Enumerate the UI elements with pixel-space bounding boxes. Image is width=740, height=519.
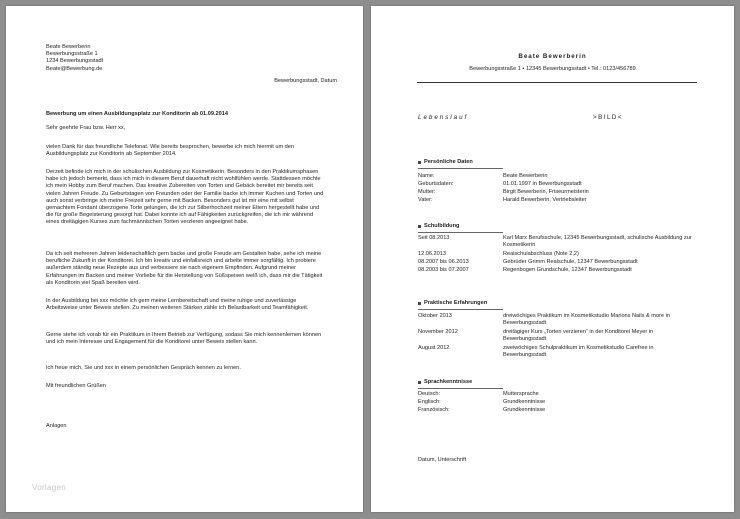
closing: Mit freundlichen Grüßen — [46, 383, 107, 389]
section-heading-personal — [418, 159, 473, 166]
row-key: Französisch: — [418, 407, 450, 413]
sender-email: Beate@Bewerbung.de — [46, 65, 103, 72]
paragraph: In der Ausbildung bei xxx möchte ich gern meine Lernbereitschaft und meine ruhige und zuverlässige Arbeitsweise unter Beweis stellen. Zu meinen weiteren Stärken zähle ich Belastbarkeit und Teamfähigkeit. — [46, 298, 309, 312]
row-value: 01.01.1997 in Bewerbungsstadt — [503, 181, 582, 187]
row-value: Realschulabschluss (Note 2,2) — [503, 251, 579, 257]
row-key: Oktober 2013 — [418, 313, 452, 319]
paragraph: Derzeit befinde ich mich in der schulischen Ausbildung zur Kosmetikerin. Besonders in den Praktikumsphasen habe ich jedoch bemerkt, dass ich mich in diesem Beruf dauerhaft nicht wohlfühlen werde. Stattdessen möchte ich mein Hobby zum Beruf machen. Das kreative Zubereiten von Torten und Gebäck bereitet mir bereits seit vielen Jahren Freude. Zu Geburtstagen von Freunden oder der Familie backe ich immer Kuchen und Torten und auch sonst verbringe ich meine Freizeit sehr gerne mit Backen. Besonders gut ist mir eine mit selbst gemachtem Fondant überzogene Torte gelungen, die ich zur Silberhochzeit meiner Eltern hergestellt habe und die für große Begeisterung gesorgt hat. Dabei konnte ich auf Fähigkeiten zurückgreifen, die ich mir während eines dreitägigen Kurses zum fachmännischen Torten verzieren angeeignet habe. — [46, 169, 324, 226]
row-key: Deutsch: — [418, 391, 441, 397]
sender-city: 1234 Bewerbungsstadt — [46, 58, 104, 65]
letter-subject: Bewerbung um einen Ausbildungsplatz zur Konditorin ab 01.09.2014 — [46, 111, 228, 117]
sender-name: Beate Bewerberin — [46, 44, 91, 50]
square-bullet-icon — [418, 225, 421, 228]
row-value: Harald Bewerberin, Vertriebsleiter — [503, 197, 587, 203]
section-heading-label: Praktische Erfahrungen — [424, 300, 488, 306]
paragraph: vielen Dank für das freundliche Telefonat. Wie bereits besprochen, bewerbe ich mich hiermit um den Ausbildungsplatz zur Konditorin ab September 2014. — [46, 144, 295, 158]
section-underline — [418, 388, 503, 389]
cover-letter-page — [6, 6, 363, 512]
paragraph: Gerne stehe ich vorab für ein Praktikum in Ihrem Betrieb zur Verfügung, sodass Sie mich kennenlernen können und ich mein Interesse und Engagement für die Konditorei unter Beweis stellen kann. — [46, 332, 322, 346]
row-key: Vater: — [418, 197, 433, 203]
section-heading-label: Sprachkenntnisse — [424, 379, 473, 385]
row-value: Grundkenntnisse — [503, 399, 546, 405]
sender-street: Bewerbungsstraße 1 — [46, 51, 98, 58]
header-divider — [417, 82, 697, 83]
watermark: Vorlagen — [32, 483, 66, 492]
row-value: dreiwöchiges Praktikum im Kosmetikstudio Marions Nails & more in Bewerbungsstadt — [503, 313, 670, 327]
row-value: Regenbogen Grundschule, 12347 Bewerbungsstadt — [503, 267, 632, 273]
row-value: Muttersprache — [503, 391, 539, 397]
cv-name: Beate Bewerberin — [518, 53, 587, 60]
row-key: 08.2007 bis 06.2013 — [418, 259, 469, 265]
section-heading-label: Schulbildung — [424, 223, 460, 229]
row-key: Mutter: — [418, 189, 436, 195]
row-value: Karl Marx Berufsschule, 12345 Bewerbungsstadt, schulische Ausbildung zur Kosmetikerin — [503, 235, 692, 249]
photo-placeholder: >BILD< — [593, 114, 623, 121]
signature-line: Datum, Unterschrift — [418, 457, 467, 463]
cv-page — [371, 6, 734, 512]
row-key: 12.06.2013 — [418, 251, 446, 257]
place-date: Bewerbungsstadt, Datum — [274, 78, 337, 84]
section-heading-label: Persönliche Daten — [424, 159, 473, 165]
row-value: Gebrüder Grimm Realschule, 12347 Bewerbungsstadt — [503, 259, 638, 265]
cv-title: Lebenslauf — [418, 114, 469, 121]
row-value: Birgit Bewerberin, Friseurmeisterin — [503, 189, 589, 195]
paragraph: Ich freue mich, Sie und xxx in einem persönlichen Gespräch kennen zu lernen. — [46, 365, 241, 371]
attachments: Anlagen — [46, 423, 67, 429]
paragraph: Da ich seit mehreren Jahren leidenschaftlich gern backe und große Freude am Gestalten habe, sehe ich meine berufliche Zukunft in der Konditorei. Ich bin kreativ und einfallsreich und arbeite immer sorgfältig. Ich probiere außerdem ständig neue Rezepte aus und verbessere sie nach eigenem Empfinden. Aufgrund meiner Erfahrungen im Backen und meiner Vorliebe für die Herstellung von Süßspeisen weiß ich, dass mir die Tätigkeit als Konditorin viel Spaß bereiten wird. — [46, 251, 323, 286]
row-key: November 2012 — [418, 329, 458, 335]
row-key: August 2012 — [418, 345, 450, 351]
row-key: Geburtsdaten: — [418, 181, 454, 187]
square-bullet-icon — [418, 302, 421, 305]
section-heading-languages — [418, 379, 472, 386]
square-bullet-icon — [418, 381, 421, 384]
section-underline — [418, 168, 503, 169]
cv-contact: Bewerbungsstraße 1 • 12345 Bewerbungsstadt • Tel.: 0123/456789 — [469, 66, 636, 72]
row-key: Name: — [418, 173, 435, 179]
section-heading-practical — [418, 300, 487, 307]
row-value: zweiwöchiges Schulpraktikum im Kosmetikstudio Carefree in Bewerbungsstadt — [503, 345, 654, 359]
row-key: Seit 08.2013 — [418, 235, 450, 241]
section-underline — [418, 232, 503, 233]
section-heading-school — [418, 223, 459, 230]
sender-address — [46, 44, 103, 73]
row-value: Grundkenntnisse — [503, 407, 546, 413]
row-value: Beate Bewerberin — [503, 173, 548, 179]
salutation: Sehr geehrte Frau bzw. Herr xx, — [46, 125, 126, 131]
row-key: Englisch: — [418, 399, 441, 405]
section-underline — [418, 309, 503, 310]
row-key: 08.2003 bis 07.2007 — [418, 267, 469, 273]
row-value: dreitägiger Kurs „Torten verzieren“ in der Konditorei Meyer in Bewerbungsstadt — [503, 329, 654, 343]
square-bullet-icon — [418, 161, 421, 164]
